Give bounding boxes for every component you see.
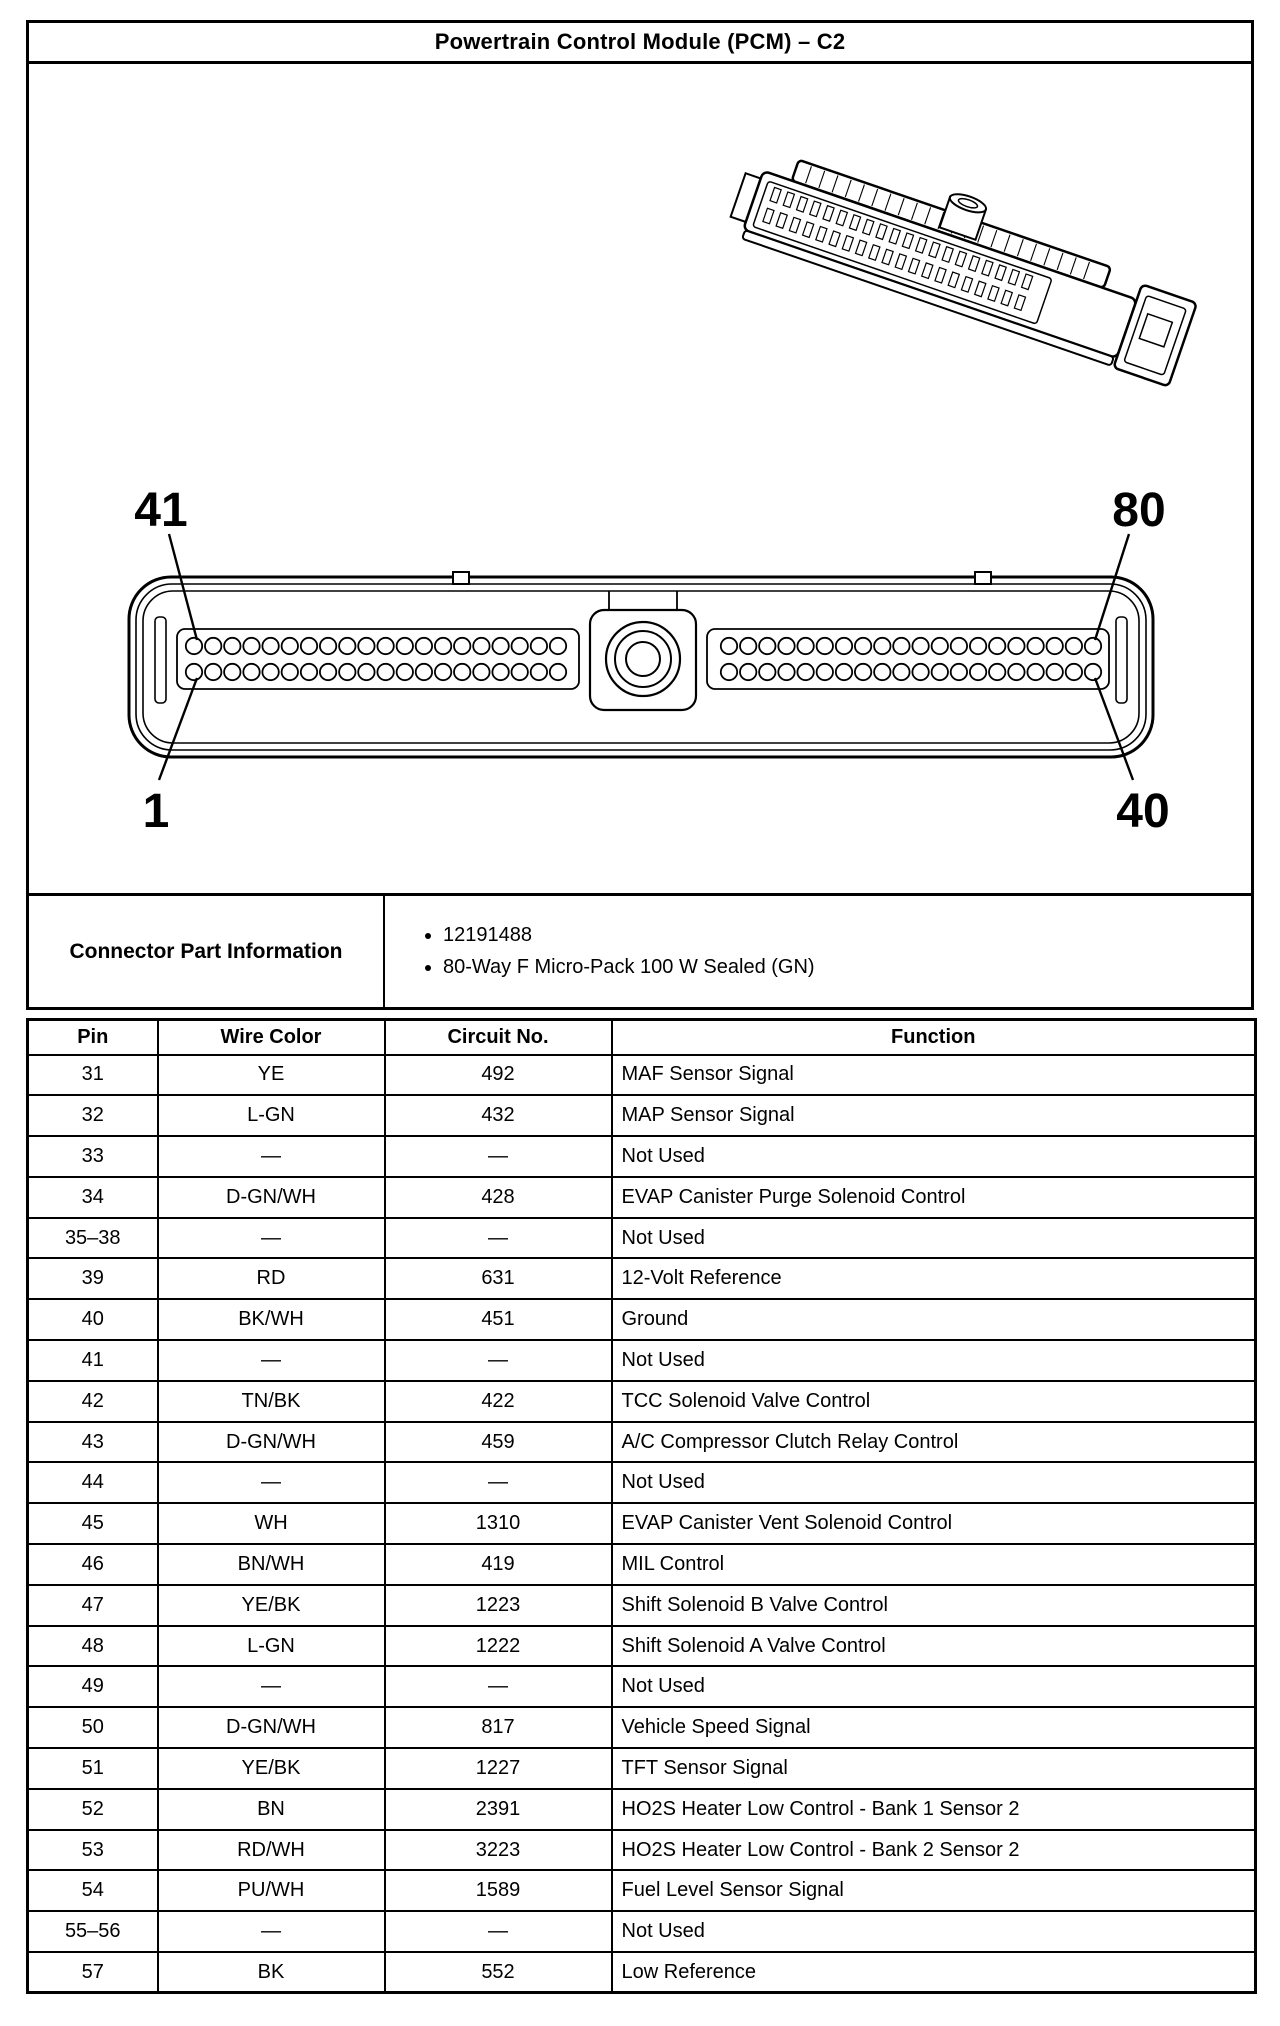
cell-wire-color: — (158, 1340, 385, 1381)
cell-function: Not Used (612, 1911, 1256, 1952)
cell-circuit: — (385, 1340, 612, 1381)
cell-function: Shift Solenoid B Valve Control (612, 1585, 1256, 1626)
cell-wire-color: YE/BK (158, 1748, 385, 1789)
cell-circuit: 1222 (385, 1626, 612, 1667)
table-row (28, 1258, 1256, 1299)
cell-circuit: 451 (385, 1299, 612, 1340)
pin-terminals (186, 638, 1101, 680)
cell-function: 12-Volt Reference (612, 1258, 1256, 1299)
connector-diagram (26, 64, 1254, 896)
cell-wire-color: — (158, 1462, 385, 1503)
cell-wire-color: PU/WH (158, 1870, 385, 1911)
cell-wire-color: YE (158, 1055, 385, 1096)
cell-function: Not Used (612, 1666, 1256, 1707)
cell-circuit: 552 (385, 1952, 612, 1993)
table-row (28, 1789, 1256, 1830)
cell-wire-color: BN/WH (158, 1544, 385, 1585)
cell-wire-color: YE/BK (158, 1585, 385, 1626)
cell-pin: 39 (28, 1258, 158, 1299)
cell-function: HO2S Heater Low Control - Bank 1 Sensor 2 (612, 1789, 1256, 1830)
cell-circuit: 492 (385, 1055, 612, 1096)
cell-circuit: 428 (385, 1177, 612, 1218)
cell-wire-color: D-GN/WH (158, 1422, 385, 1463)
pinout-table-body (28, 1055, 1256, 1993)
table-row (28, 1911, 1256, 1952)
cell-pin: 40 (28, 1299, 158, 1340)
table-row (28, 1136, 1256, 1177)
cell-pin: 49 (28, 1666, 158, 1707)
cell-wire-color: RD/WH (158, 1830, 385, 1871)
header-pin: Pin (28, 1020, 158, 1055)
header-wire-color: Wire Color (158, 1020, 385, 1055)
table-row (28, 1462, 1256, 1503)
table-row (28, 1707, 1256, 1748)
cell-function: Fuel Level Sensor Signal (612, 1870, 1256, 1911)
connector-part-info-values (385, 896, 1251, 1007)
pin-label-top-left: 41 (134, 484, 188, 537)
cell-circuit: 459 (385, 1422, 612, 1463)
cell-pin: 44 (28, 1462, 158, 1503)
header-function: Function (612, 1020, 1256, 1055)
cell-function: Vehicle Speed Signal (612, 1707, 1256, 1748)
pin-number-labels (134, 484, 1169, 838)
cell-function: Not Used (612, 1462, 1256, 1503)
cell-pin: 43 (28, 1422, 158, 1463)
cell-pin: 53 (28, 1830, 158, 1871)
table-row (28, 1870, 1256, 1911)
cell-pin: 55–56 (28, 1911, 158, 1952)
cell-circuit: 1227 (385, 1748, 612, 1789)
cell-function: EVAP Canister Purge Solenoid Control (612, 1177, 1256, 1218)
cell-function: MAP Sensor Signal (612, 1095, 1256, 1136)
cell-pin: 45 (28, 1503, 158, 1544)
cell-function: MAF Sensor Signal (612, 1055, 1256, 1096)
cell-wire-color: BK (158, 1952, 385, 1993)
cell-pin: 33 (28, 1136, 158, 1177)
cell-function: Not Used (612, 1218, 1256, 1259)
cell-circuit: 422 (385, 1381, 612, 1422)
cell-pin: 54 (28, 1870, 158, 1911)
table-row (28, 1177, 1256, 1218)
page-title: Powertrain Control Module (PCM) – C2 (26, 20, 1254, 64)
cell-wire-color: RD (158, 1258, 385, 1299)
cell-circuit: — (385, 1136, 612, 1177)
pin-label-bottom-left: 1 (142, 785, 170, 838)
table-row (28, 1830, 1256, 1871)
cell-circuit: 817 (385, 1707, 612, 1748)
pinout-table (26, 1018, 1257, 1994)
cell-wire-color: L-GN (158, 1626, 385, 1667)
cell-pin: 51 (28, 1748, 158, 1789)
table-row (28, 1585, 1256, 1626)
connector-diagram-svg (29, 64, 1251, 892)
cell-circuit: — (385, 1462, 612, 1503)
cell-pin: 42 (28, 1381, 158, 1422)
cell-wire-color: BN (158, 1789, 385, 1830)
cell-circuit: 1589 (385, 1870, 612, 1911)
cell-circuit: 432 (385, 1095, 612, 1136)
cell-wire-color: — (158, 1911, 385, 1952)
cell-function: Shift Solenoid A Valve Control (612, 1626, 1256, 1667)
connector-type-item: • 80-Way F Micro-Pack 100 W Sealed (GN) (443, 956, 815, 979)
cell-circuit: — (385, 1911, 612, 1952)
cell-function: A/C Compressor Clutch Relay Control (612, 1422, 1256, 1463)
cell-circuit: 1310 (385, 1503, 612, 1544)
connector-isometric-view (725, 125, 1206, 386)
part-number-item: • 12191488 (443, 924, 815, 947)
connector-front-view (129, 572, 1153, 757)
cell-wire-color: TN/BK (158, 1381, 385, 1422)
cell-function: Ground (612, 1299, 1256, 1340)
cell-circuit: 3223 (385, 1830, 612, 1871)
cell-wire-color: — (158, 1666, 385, 1707)
end-key-left (155, 617, 166, 703)
table-row (28, 1422, 1256, 1463)
cell-function: Not Used (612, 1136, 1256, 1177)
cell-circuit: 1223 (385, 1585, 612, 1626)
cell-pin: 31 (28, 1055, 158, 1096)
cell-wire-color: — (158, 1218, 385, 1259)
pin-label-top-right: 80 (1112, 484, 1166, 537)
leader-line-41 (169, 534, 197, 640)
connector-part-info-section (26, 896, 1254, 1010)
cell-wire-color: BK/WH (158, 1299, 385, 1340)
connector-part-info-label: Connector Part Information (29, 896, 385, 1007)
cell-pin: 50 (28, 1707, 158, 1748)
cell-circuit: 631 (385, 1258, 612, 1299)
table-row (28, 1055, 1256, 1096)
cell-function: Low Reference (612, 1952, 1256, 1993)
end-key-right (1116, 617, 1127, 703)
table-row (28, 1340, 1256, 1381)
cell-pin: 32 (28, 1095, 158, 1136)
header-circuit-no: Circuit No. (385, 1020, 612, 1055)
cell-function: TCC Solenoid Valve Control (612, 1381, 1256, 1422)
cell-wire-color: D-GN/WH (158, 1707, 385, 1748)
top-tab-right (975, 572, 991, 584)
table-row (28, 1666, 1256, 1707)
cell-wire-color: WH (158, 1503, 385, 1544)
cell-circuit: 419 (385, 1544, 612, 1585)
cell-wire-color: D-GN/WH (158, 1177, 385, 1218)
cell-function: MIL Control (612, 1544, 1256, 1585)
cell-pin: 34 (28, 1177, 158, 1218)
table-row (28, 1299, 1256, 1340)
cell-circuit: — (385, 1666, 612, 1707)
table-row (28, 1748, 1256, 1789)
leader-line-1 (159, 678, 197, 780)
table-row (28, 1626, 1256, 1667)
cell-wire-color: — (158, 1136, 385, 1177)
center-bolt-mount (590, 591, 696, 710)
cell-circuit: 2391 (385, 1789, 612, 1830)
table-row (28, 1095, 1256, 1136)
table-row (28, 1218, 1256, 1259)
table-row (28, 1544, 1256, 1585)
cell-pin: 41 (28, 1340, 158, 1381)
table-row (28, 1952, 1256, 1993)
cell-wire-color: L-GN (158, 1095, 385, 1136)
table-row (28, 1503, 1256, 1544)
cell-function: TFT Sensor Signal (612, 1748, 1256, 1789)
cell-pin: 57 (28, 1952, 158, 1993)
top-tab-left (453, 572, 469, 584)
cell-circuit: — (385, 1218, 612, 1259)
pinout-table-header-row (28, 1020, 1256, 1055)
table-row (28, 1381, 1256, 1422)
cell-function: EVAP Canister Vent Solenoid Control (612, 1503, 1256, 1544)
cell-function: HO2S Heater Low Control - Bank 2 Sensor 2 (612, 1830, 1256, 1871)
cell-pin: 47 (28, 1585, 158, 1626)
pin-label-bottom-right: 40 (1116, 785, 1170, 838)
cell-function: Not Used (612, 1340, 1256, 1381)
cell-pin: 46 (28, 1544, 158, 1585)
cell-pin: 52 (28, 1789, 158, 1830)
cell-pin: 35–38 (28, 1218, 158, 1259)
cell-pin: 48 (28, 1626, 158, 1667)
